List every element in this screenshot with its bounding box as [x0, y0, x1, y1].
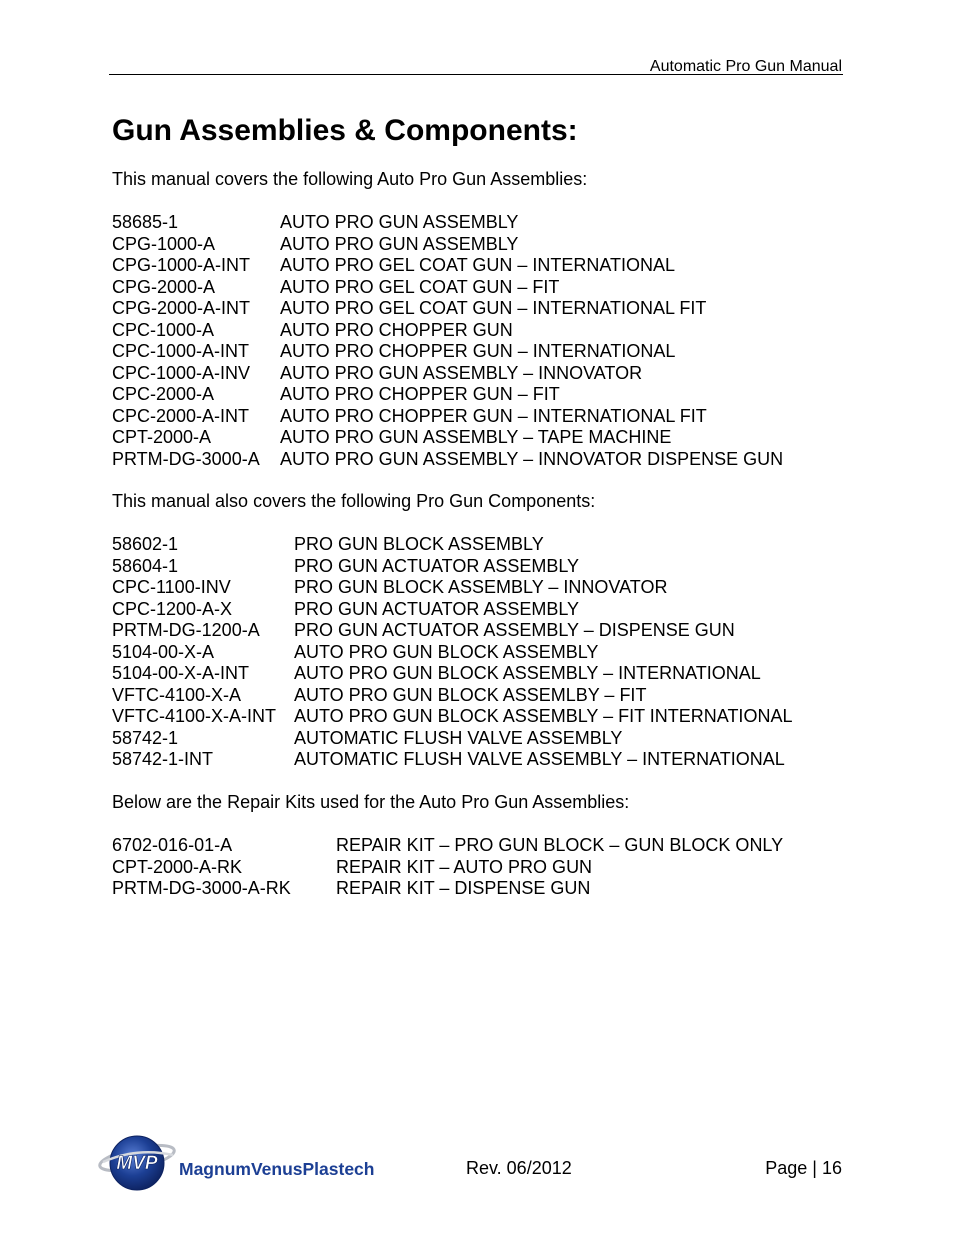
part-row	[112, 663, 792, 685]
part-row	[112, 320, 783, 342]
part-description: AUTO PRO GEL COAT GUN – FIT	[280, 276, 560, 297]
part-description: PRO GUN ACTUATOR ASSEMBLY	[294, 598, 580, 619]
part-row	[112, 749, 792, 771]
part-number: 58604-1	[112, 555, 179, 576]
part-row	[112, 277, 783, 299]
part-row	[112, 620, 792, 642]
part-row	[112, 599, 792, 621]
part-row	[112, 341, 783, 363]
part-row	[112, 234, 783, 256]
part-description: PRO GUN ACTUATOR ASSEMBLY – DISPENSE GUN	[294, 620, 735, 640]
assemblies-list	[112, 212, 783, 470]
part-number: 5104-00-X-A-INT	[112, 663, 250, 683]
part-row	[112, 835, 783, 857]
part-description: AUTO PRO GUN ASSEMBLY	[280, 212, 519, 232]
part-number: CPT-2000-A	[112, 427, 212, 447]
assemblies-intro: This manual covers the following Auto Pro Gun Assemblies:	[112, 169, 588, 189]
part-number: CPC-2000-A	[112, 384, 215, 404]
part-row	[112, 577, 792, 599]
part-row	[112, 728, 792, 750]
part-number: VFTC-4100-X-A-INT	[112, 706, 277, 726]
components-intro: This manual also covers the following Pro Gun Components:	[112, 491, 596, 511]
part-row	[112, 878, 783, 900]
part-description: AUTOMATIC FLUSH VALVE ASSEMBLY	[294, 727, 623, 748]
part-description: PRO GUN ACTUATOR ASSEMBLY	[294, 555, 580, 576]
part-number: CPC-1000-A	[112, 319, 215, 340]
part-description: AUTO PRO CHOPPER GUN – INTERNATIONAL	[280, 341, 676, 361]
part-row	[112, 449, 783, 471]
part-number: PRTM-DG-1200-A	[112, 620, 260, 640]
page-title: Gun Assemblies & Components:	[112, 114, 578, 147]
part-row	[112, 556, 792, 578]
part-description: PRO GUN BLOCK ASSEMBLY – INNOVATOR	[294, 577, 668, 597]
part-description: AUTO PRO GUN BLOCK ASSEMBLY – INTERNATIONAL	[294, 663, 761, 683]
part-number: CPC-1000-A-INV	[112, 362, 251, 383]
part-row	[112, 857, 783, 879]
logo-wordmark: MagnumVenusPlastech	[179, 1159, 375, 1179]
part-row	[112, 212, 783, 234]
revision-date: Rev. 06/2012	[466, 1158, 572, 1178]
part-description: AUTOMATIC FLUSH VALVE ASSEMBLY – INTERNATIONAL	[294, 749, 785, 769]
part-description: REPAIR KIT – AUTO PRO GUN	[336, 856, 593, 877]
repair-kits-intro: Below are the Repair Kits used for the Auto Pro Gun Assemblies:	[112, 792, 630, 812]
part-row	[112, 384, 783, 406]
part-number: PRTM-DG-3000-A	[112, 448, 260, 469]
part-row	[112, 255, 783, 277]
components-list	[112, 534, 792, 771]
part-number: CPT-2000-A-RK	[112, 856, 243, 877]
part-description: AUTO PRO GUN BLOCK ASSEMBLY – FIT INTERNATIONAL	[294, 706, 793, 726]
part-description: AUTO PRO GUN ASSEMBLY – TAPE MACHINE	[280, 427, 672, 447]
part-description: AUTO PRO GUN ASSEMBLY – INNOVATOR	[280, 362, 643, 383]
part-description: AUTO PRO GUN BLOCK ASSEMBLY	[294, 641, 599, 662]
header-title: Automatic Pro Gun Manual	[649, 58, 842, 75]
part-row	[112, 427, 783, 449]
part-number: 6702-016-01-A	[112, 835, 233, 855]
part-number: 58685-1	[112, 212, 179, 232]
header-divider	[109, 74, 843, 75]
part-number: 58742-1	[112, 727, 179, 748]
part-row	[112, 406, 783, 428]
part-description: REPAIR KIT – DISPENSE GUN	[336, 878, 591, 898]
part-number: 5104-00-X-A	[112, 641, 215, 662]
part-number: CPC-1100-INV	[112, 577, 231, 597]
part-description: AUTO PRO CHOPPER GUN – INTERNATIONAL FIT	[280, 405, 707, 426]
part-number: CPG-1000-A-INT	[112, 255, 251, 275]
repair-kits-list	[112, 835, 783, 900]
part-row	[112, 363, 783, 385]
part-description: AUTO PRO GEL COAT GUN – INTERNATIONAL FIT	[280, 298, 707, 318]
logo-initials: MVP	[116, 1153, 158, 1174]
part-description: AUTO PRO GUN BLOCK ASSEMLBY – FIT	[294, 684, 647, 705]
part-number: PRTM-DG-3000-A-RK	[112, 878, 291, 898]
part-description: AUTO PRO GEL COAT GUN – INTERNATIONAL	[280, 255, 676, 275]
part-number: CPC-1000-A-INT	[112, 341, 250, 361]
part-description: AUTO PRO GUN ASSEMBLY – INNOVATOR DISPENSE GUN	[280, 448, 784, 469]
part-description: AUTO PRO GUN ASSEMBLY	[280, 233, 519, 254]
page-number: Page | 16	[765, 1158, 842, 1178]
part-description: PRO GUN BLOCK ASSEMBLY	[294, 534, 544, 554]
company-logo	[97, 1131, 387, 1197]
part-row	[112, 298, 783, 320]
part-description: AUTO PRO CHOPPER GUN – FIT	[280, 384, 560, 404]
part-number: VFTC-4100-X-A	[112, 684, 242, 705]
part-number: CPG-2000-A	[112, 276, 216, 297]
part-description: REPAIR KIT – PRO GUN BLOCK – GUN BLOCK ONLY	[336, 835, 784, 855]
part-row	[112, 534, 792, 556]
part-number: CPC-2000-A-INT	[112, 405, 250, 426]
part-row	[112, 685, 792, 707]
part-number: CPC-1200-A-X	[112, 598, 233, 619]
part-description: AUTO PRO CHOPPER GUN	[280, 319, 513, 340]
part-number: 58602-1	[112, 534, 179, 554]
part-row	[112, 642, 792, 664]
part-row	[112, 706, 792, 728]
part-number: 58742-1-INT	[112, 749, 214, 769]
part-number: CPG-1000-A	[112, 233, 216, 254]
part-number: CPG-2000-A-INT	[112, 298, 251, 318]
